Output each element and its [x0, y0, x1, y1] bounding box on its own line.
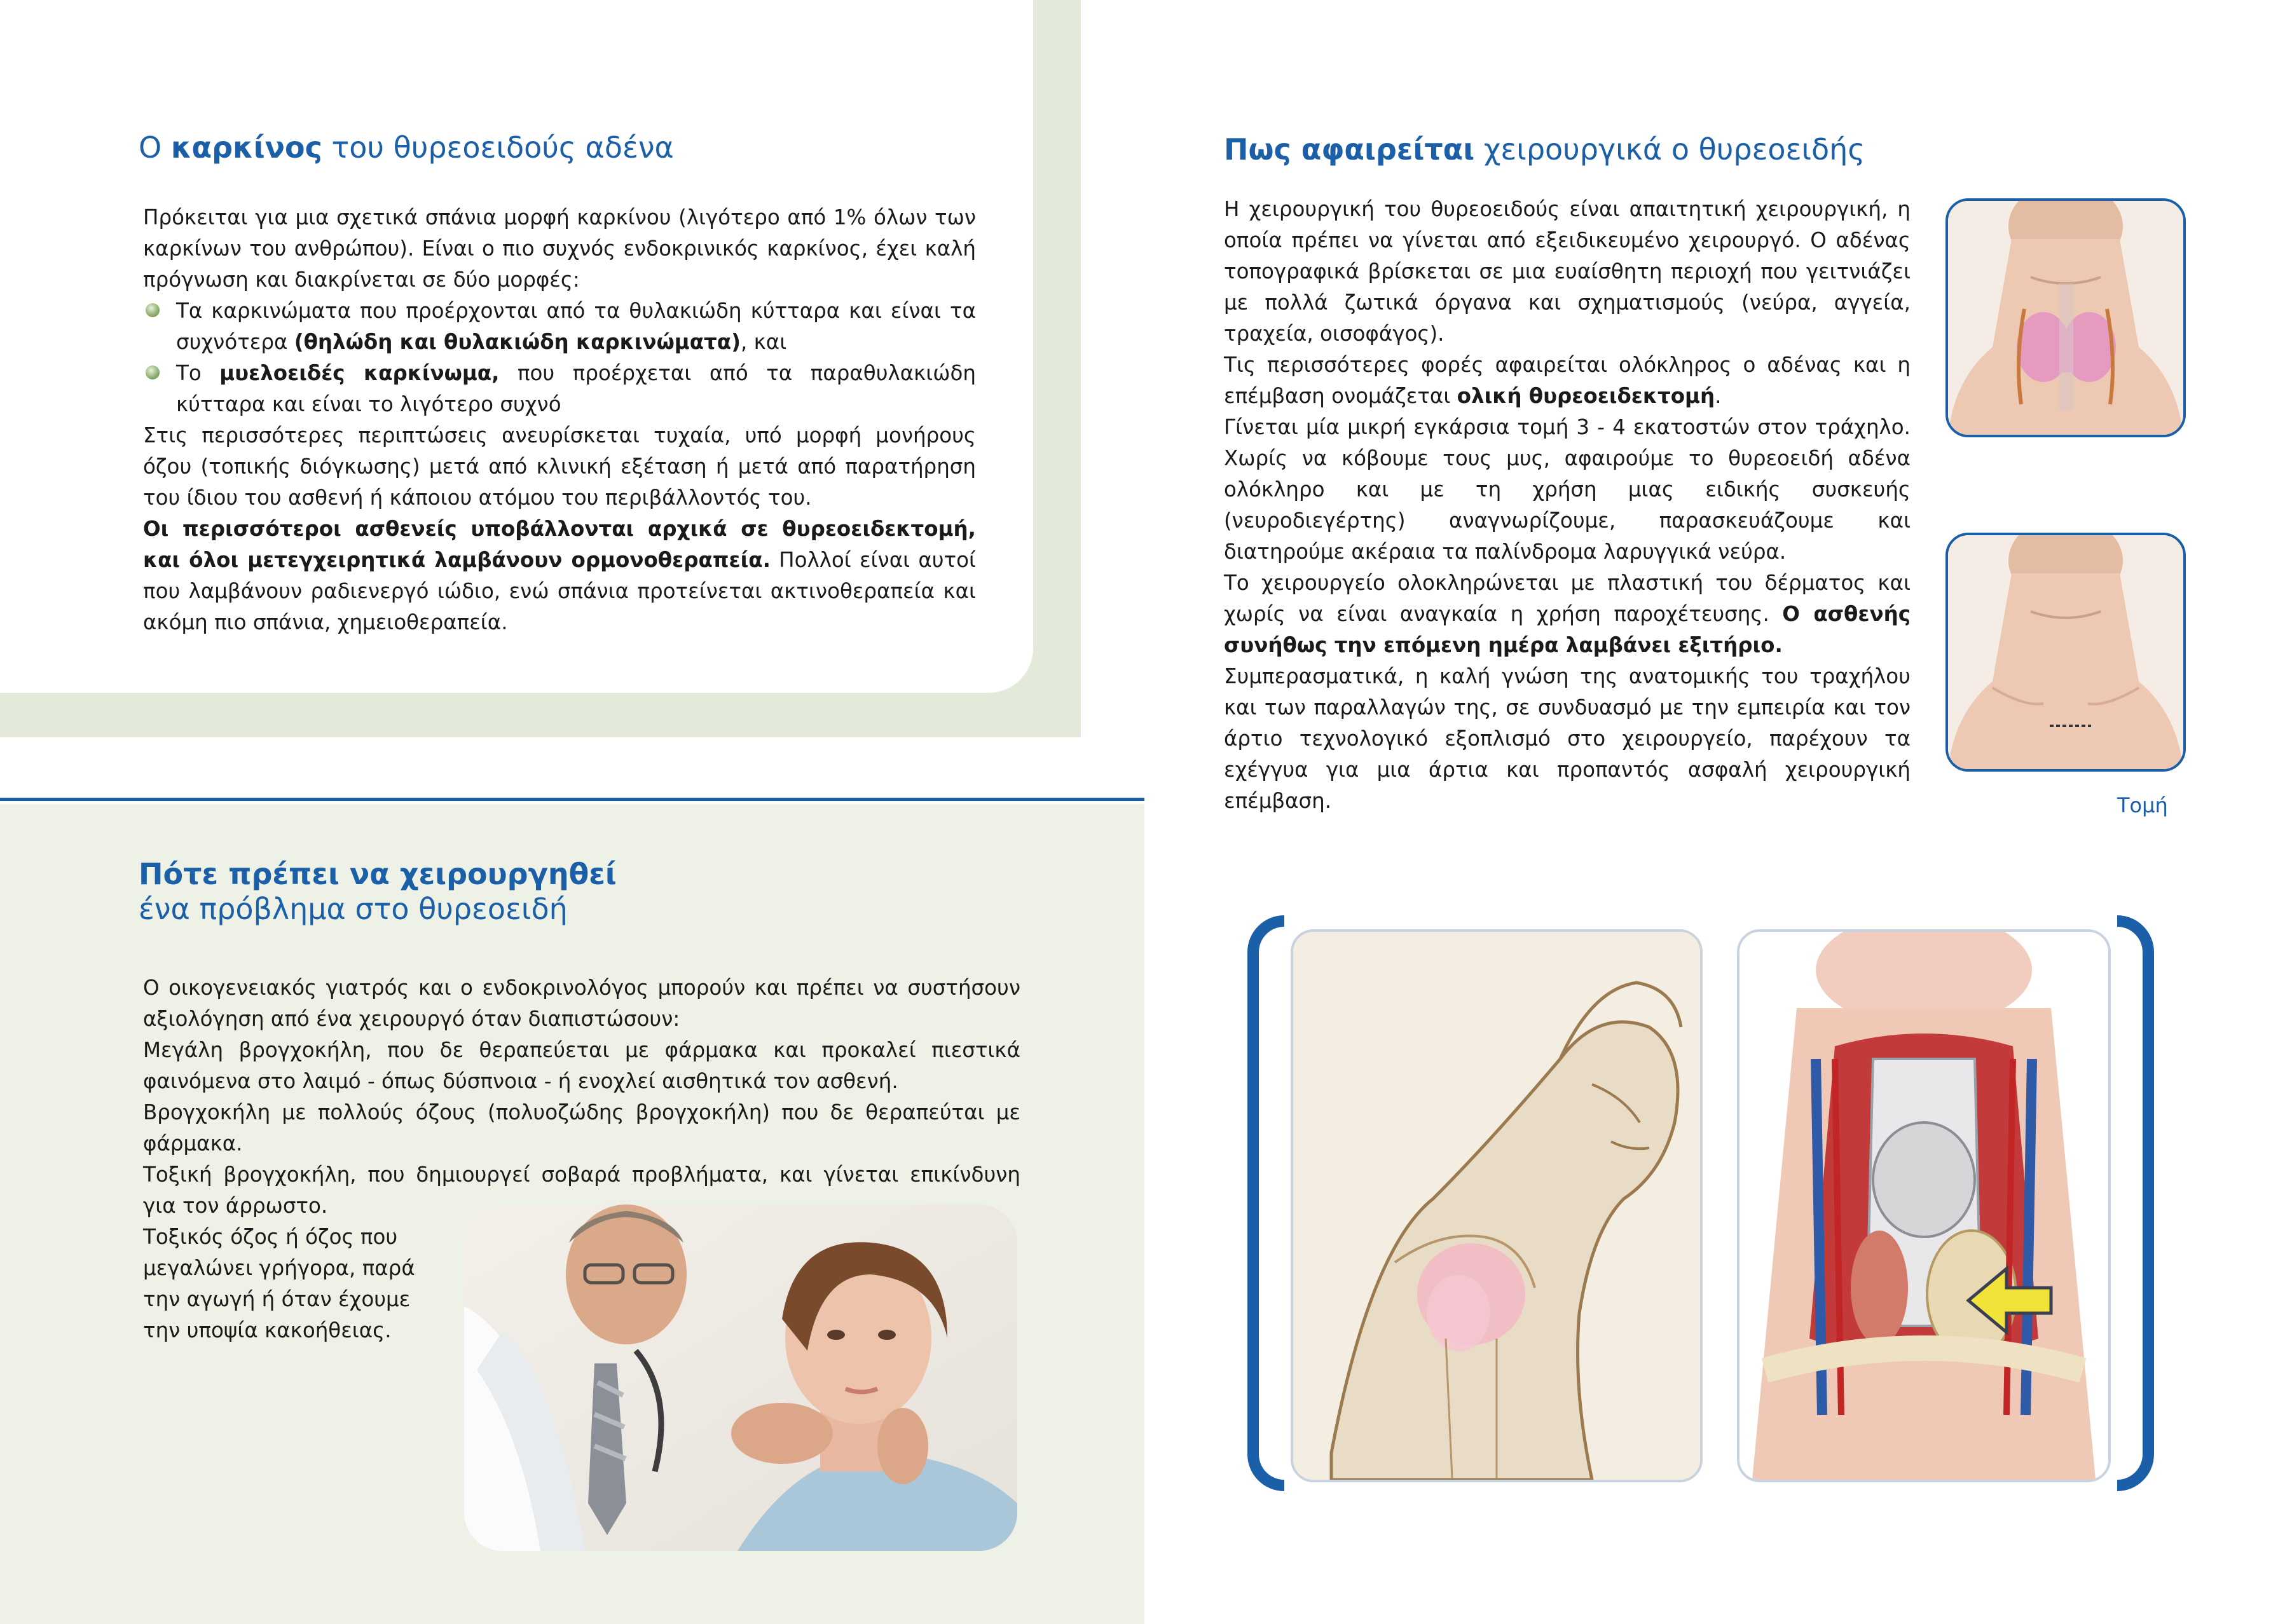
when-paragraph-wrap — [143, 1222, 442, 1346]
when-paragraph: Μεγάλη βρογχοκήλη, που δε θεραπεύεται με φάρμακα και προκαλεί πιεστικά φαινόμενα στο λαιμό - όπως δύσπνοια - ή ενοχλεί αισθητικά τον ασθενή. — [143, 1038, 1020, 1093]
cancer-paragraph: Στις περισσότερες περιπτώσεις ανευρίσκεται τυχαία, υπό μορφή μονήρους όζου (τοπικής διόγκωσης) μετά από κλινική εξέταση ή μετά από παρατήρηση του ίδιου του ασθενή ή κάποιου ατόμου του περιβάλλοντός του. — [143, 423, 976, 510]
cancer-bullet: Το μυελοειδές καρκίνωμα, που προέρχεται από τα παραθυλακιώδη κύτταρα και είναι το λιγότερο συχνό — [143, 358, 976, 420]
when-paragraph: Τοξική βρογχοκήλη, που δημιουργεί σοβαρά προβλήματα, και γίνεται επικίνδυνη για τον άρρωστο. — [143, 1163, 1020, 1218]
cancer-paragraph: Πρόκειται για μια σχετικά σπάνια μορφή καρκίνου (λιγότερο από 1% όλων των καρκίνων του ανθρώπου). Είναι ο πιο συχνός ενδοκρινικός καρκίνος, έχει καλή πρόγνωση και διακρίνεται σε δύο μορφές: — [143, 205, 976, 292]
cancer-title: Ο καρκίνος του θυρεοειδούς αδένα — [139, 130, 674, 165]
surgery-paragraph: Γίνεται μία μικρή εγκάρσια τομή 3 - 4 εκατοστών στον τράχηλο. Χωρίς να κόβουμε τους μυς, αφαιρούμε το θυρεοειδή αδένα ολόκληρο και με τη χρήση μιας ειδικής συσκευής (νευροδιεγέρτης) αναγνωρίζουμε, παρασκευάζουμε και διατηρούμε ακέραια τα παλίνδρομα λαρυγγικά νεύρα. — [1224, 415, 1911, 564]
when-body — [143, 972, 1020, 1222]
neck-thyroid-illustration — [1945, 198, 2186, 437]
when-paragraph: Ο οικογενειακός γιατρός και ο ενδοκρινολόγος μπορούν και πρέπει να συστήσουν αξιολόγηση από ένα χειρουργό όταν διαπιστώσουν: — [143, 976, 1020, 1031]
when-title: Πότε πρέπει να χειρουργηθεί ένα πρόβλημα στο θυρεοειδή — [139, 857, 617, 927]
surgery-paragraph: Τις περισσότερες φορές αφαιρείται ολόκληρος ο αδένας και η επέμβαση ονομάζεται ολική θυρεοειδεκτομή. — [1224, 353, 1911, 408]
surgery-paragraph: Συμπερασματικά, η καλή γνώση της ανατομικής του τραχήλου και των παραλλαγών της, σε συνδυασμό με την εμπειρία και τον άρτιο τεχνολογικό εξοπλισμό στο χειρουργείο, παρέχουν τα εχέγγυα για μια άρτια και προπαντός ασφαλή χειρουργική επέμβαση. — [1224, 664, 1911, 813]
surgery-body — [1224, 194, 1911, 817]
left-bracket — [1247, 915, 1284, 1491]
incision-caption: Τομή — [2117, 793, 2168, 817]
sketch-neck-illustration — [1291, 929, 1703, 1482]
doctor-examining-patient-photo — [464, 1204, 1017, 1551]
cancer-bullet: Τα καρκινώματα που προέρχονται από τα θυλακιώδη κύτταρα και είναι τα συχνότερα (θηλώδη και θυλακιώδη καρκινώματα), και — [143, 296, 976, 358]
surgery-paragraph: Το χειρουργείο ολοκληρώνεται με πλαστική του δέρματος και χωρίς να είναι αναγκαία η χρήση παροχέτευσης. Ο ασθενής συνήθως την επόμενη ημέρα λαμβάνει εξιτήριο. — [1224, 571, 1911, 657]
cancer-paragraph: Οι περισσότεροι ασθενείς υποβάλλονται αρχικά σε θυρεοειδεκτομή, και όλοι μετεγχειρητικά λαμβάνουν ορμονοθεραπεία. Πολλοί είναι αυτοί που λαμβάνουν ραδιενεργό ιώδιο, ενώ σπάνια προτείνεται ακτινοθεραπεία και ακόμη πιο σπάνια, χημειοθεραπεία. — [143, 517, 976, 634]
right-bracket — [2117, 915, 2154, 1491]
surgery-paragraph: Η χειρουργική του θυρεοειδούς είναι απαιτητική χειρουργική, η οποία πρέπει να γίνεται από εξειδικευμένο χειρουργό. Ο αδένας τοπογραφικά βρίσκεται σε μια ευαίσθητη περιοχή που γειτνιάζει με πολλά ζωτικά όργανα και σχηματισμούς (νεύρα, αγγεία, τραχεία, οισοφάγος). — [1224, 197, 1911, 346]
thyroid-anatomy-illustration — [1737, 929, 2111, 1482]
section-divider — [0, 798, 1144, 801]
surgery-title: Πως αφαιρείται χειρουργικά ο θυρεοειδής — [1224, 132, 1865, 167]
when-paragraph: Τοξικός όζος ή όζος που μεγαλώνει γρήγορα, παρά την αγωγή ή όταν έχουμε την υποψία κακοήθειας. — [143, 1225, 415, 1342]
cancer-body — [143, 202, 976, 638]
when-paragraph: Βρογχοκήλη με πολλούς όζους (πολυοζώδης βρογχοκήλη) που δε θεραπεύται με φάρμακα. — [143, 1100, 1020, 1156]
neck-incision-illustration — [1945, 533, 2186, 772]
